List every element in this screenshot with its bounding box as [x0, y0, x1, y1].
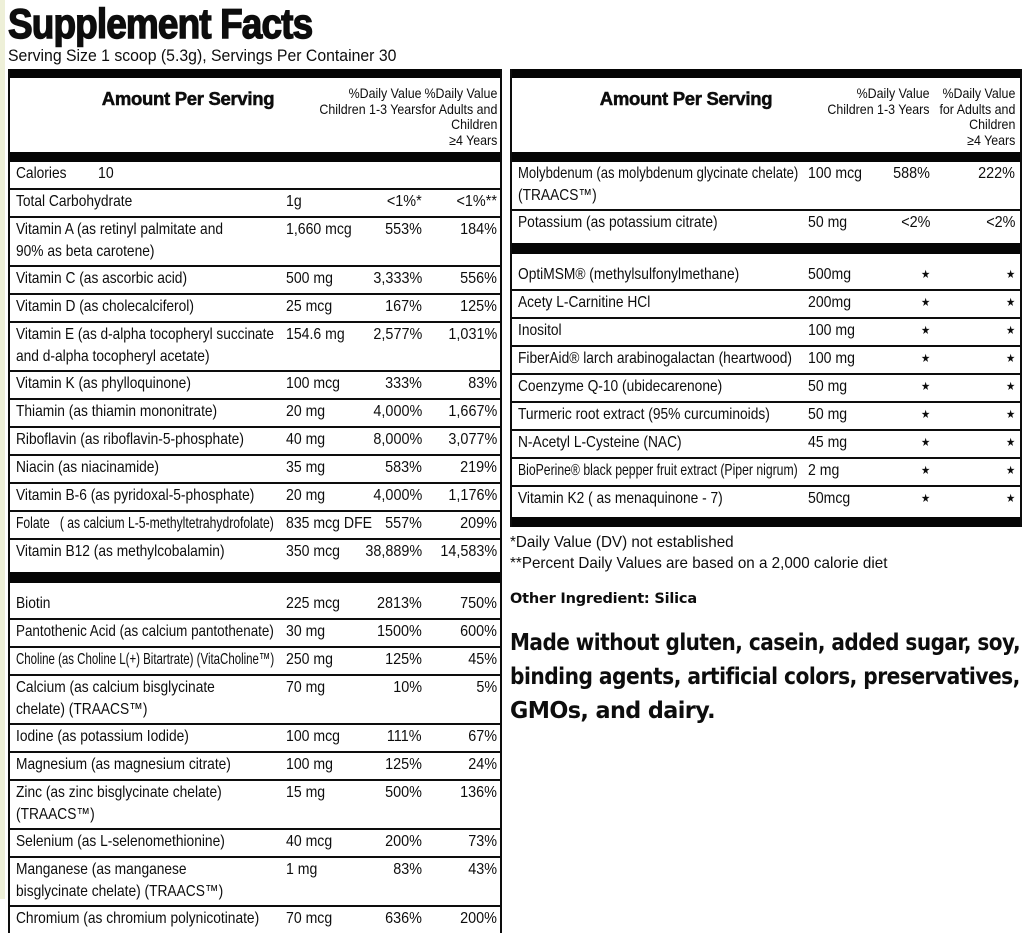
nutrient-name — [16, 593, 276, 615]
amount-value: 40 mcg — [286, 833, 333, 850]
header-line: for Adults and — [421, 101, 497, 117]
dv-adults-value: 209% — [460, 515, 497, 532]
dv-adults-value: ★ — [1005, 381, 1015, 393]
dv-adults-value: 3,077% — [448, 431, 497, 448]
dv-adults-value: 67% — [468, 728, 497, 745]
nutrient-name-line: Choline (as Choline L(+) Bitartrate) (VitaCholine™) — [16, 651, 275, 668]
dv-adults-value: 125% — [460, 298, 497, 315]
footnote-percent-dv: **Percent Daily Values are based on a 2,000 calorie diet — [510, 555, 888, 572]
nutrient-name — [16, 191, 276, 213]
nutrient-row — [512, 289, 1020, 317]
nutrient-name-line: 90% as beta carotene) — [16, 243, 155, 260]
nutrient-name — [16, 831, 276, 853]
dv-children-value: 125% — [385, 651, 422, 668]
nutrient-name — [16, 649, 276, 671]
divider-bar-thick — [512, 69, 1020, 78]
amount-value: 100 mcg — [286, 728, 341, 745]
nutrient-name — [518, 432, 800, 454]
dv-children-value: 583% — [385, 459, 422, 476]
nutrient-name — [16, 754, 276, 776]
nutrient-row — [10, 751, 500, 779]
dv-children-value: 4,000% — [373, 487, 422, 504]
other-ingredient: Other Ingredient: Silica — [510, 591, 697, 607]
amount-value: 100 mg — [286, 756, 333, 773]
nutrient-name — [16, 621, 276, 643]
dv-children-value: 588% — [893, 165, 930, 182]
nutrient-row — [10, 674, 500, 723]
nutrient-row — [10, 188, 500, 216]
amount-value: 70 mcg — [286, 910, 333, 927]
dv-children-value: 553% — [385, 221, 422, 238]
dv-adults-value: 1,667% — [448, 403, 497, 420]
nutrient-name-line: Vitamin E (as d-alpha tocopheryl succinate — [16, 326, 274, 343]
nutrient-name-line: (TRAACS™) — [518, 187, 597, 204]
nutrient-row — [512, 209, 1020, 237]
header-line: Children — [968, 117, 1015, 132]
dv-children-value: 111% — [387, 728, 422, 745]
nutrient-name — [16, 373, 276, 395]
amount-value: 100 mg — [808, 350, 855, 367]
amount-value: 70 mg — [286, 679, 326, 696]
dv-children-value: 2813% — [377, 595, 422, 612]
dv-adults-value: 73% — [468, 833, 497, 850]
dv-adults-value: 24% — [468, 756, 497, 773]
footnotes — [510, 532, 1022, 574]
dv-adults-value: ★ — [1005, 297, 1015, 309]
nutrient-row — [512, 457, 1020, 485]
dv-adults-value: ★ — [1005, 437, 1015, 449]
dv-adults-value: 5% — [476, 679, 497, 696]
header-line: for Adults and — [939, 101, 1015, 117]
nutrient-name — [16, 485, 276, 507]
amount-value: 500mg — [808, 266, 852, 283]
dv-children-value: 1500% — [377, 623, 422, 640]
nutrient-row — [512, 263, 1020, 289]
amount-value: 25 mcg — [286, 298, 333, 315]
nutrient-name-line: Vitamin D (as cholecalciferol) — [16, 298, 194, 315]
nutrient-name-line: (TRAACS™) — [16, 806, 95, 823]
nutrient-row — [10, 510, 500, 538]
nutrient-row — [512, 373, 1020, 401]
dv-adults-value: ★ — [1005, 353, 1015, 365]
nutrient-name-line: Vitamin A (as retinyl palmitate and — [16, 221, 224, 238]
page-title: Supplement Facts — [8, 0, 313, 47]
amount-value: 100 mcg — [286, 375, 341, 392]
dv-adults-value: ★ — [1005, 269, 1015, 281]
dv-adults-value: 83% — [468, 375, 497, 392]
amount-value: 154.6 mg — [286, 326, 345, 343]
nutrient-name-line: Riboflavin (as riboflavin-5-phosphate) — [16, 431, 244, 448]
dv-children-value: ★ — [920, 409, 930, 421]
amount-value: 250 mg — [286, 651, 333, 668]
dv-adults-value: 136% — [460, 784, 497, 801]
nutrient-name — [16, 782, 276, 826]
amount-value: 35 mg — [286, 459, 326, 476]
amount-value: 225 mcg — [286, 595, 341, 612]
header-line: Children 1-3 Years — [319, 101, 422, 117]
nutrient-row — [10, 398, 500, 426]
amount-value: 100 mcg — [808, 165, 863, 182]
dv-children-value: 83% — [393, 861, 422, 878]
nutrient-row — [10, 779, 500, 828]
dv-adults-value: ★ — [1005, 465, 1015, 477]
dv-adults-value: ★ — [1005, 325, 1015, 337]
amount-value: 50mcg — [808, 490, 851, 507]
nutrient-name-line: chelate) (TRAACS™) — [16, 701, 148, 718]
nutrient-row — [512, 485, 1020, 513]
dv-children-header — [828, 86, 930, 117]
amount-value: 10 — [98, 165, 114, 182]
nutrient-row — [10, 856, 500, 905]
amount-value: 200mg — [808, 294, 852, 311]
dv-adults-value: 556% — [460, 270, 497, 287]
nutrient-row — [10, 905, 500, 933]
dv-children-value: 125% — [385, 756, 422, 773]
nutrient-name — [518, 348, 800, 370]
dv-adults-header — [939, 86, 1015, 148]
divider-bar-thick — [10, 69, 500, 78]
made-without-statement — [510, 626, 1022, 728]
nutrient-row — [512, 162, 1020, 209]
nutrient-name-line: Thiamin (as thiamin mononitrate) — [16, 403, 218, 420]
dv-adults-value: ★ — [1005, 409, 1015, 421]
amount-value: 30 mg — [286, 623, 326, 640]
dv-children-value: ★ — [920, 465, 930, 477]
nutrient-row — [10, 592, 500, 618]
dv-adults-value: 1,176% — [448, 487, 497, 504]
nutrient-name-line: Iodine (as potassium Iodide) — [16, 728, 189, 745]
nutrient-name — [16, 401, 276, 423]
dv-adults-value: 750% — [460, 595, 497, 612]
nutrient-row — [10, 618, 500, 646]
supplement-table-left — [8, 69, 502, 933]
nutrient-name — [518, 212, 800, 234]
nutrient-name-line: N-Acetyl L-Cysteine (NAC) — [518, 434, 682, 451]
dv-children-value: ★ — [920, 269, 930, 281]
nutrient-row — [10, 293, 500, 321]
nutrient-name-line: FiberAid® larch arabinogalactan (heartwood) — [518, 350, 793, 367]
dv-adults-value: <2% — [985, 214, 1015, 231]
nutrient-name-line: Biotin — [16, 595, 51, 612]
nutrient-name — [16, 859, 276, 903]
dv-children-value: 333% — [385, 375, 422, 392]
nutrient-name-line: BioPerine® black pepper fruit extract (Piper nigrum) — [518, 462, 798, 479]
facts-tables — [0, 66, 1024, 933]
nutrient-name — [16, 908, 276, 930]
divider-bar-thick — [10, 152, 500, 162]
nutrient-row — [512, 429, 1020, 457]
nutrient-name-line: Turmeric root extract (95% curcuminoids) — [518, 406, 770, 423]
amount-value: 350 mcg — [286, 543, 341, 560]
header-line: ≥4 Years — [966, 132, 1015, 148]
nutrient-name — [16, 429, 276, 451]
table-section — [512, 263, 1020, 513]
dv-adults-value: ★ — [1005, 493, 1015, 505]
nutrient-name — [16, 268, 276, 290]
amount-value: 40 mg — [286, 431, 326, 448]
table-header — [10, 78, 500, 152]
nutrient-name — [518, 488, 800, 510]
nutrient-name-line: Vitamin K (as phylloquinone) — [16, 375, 191, 392]
amount-value: 15 mg — [286, 784, 326, 801]
nutrient-row — [10, 265, 500, 293]
nutrient-name-line: Acety L-Carnitine HCl — [518, 294, 651, 311]
nutrient-row — [10, 321, 500, 370]
label-header — [0, 0, 1024, 66]
dv-adults-value: 14,583% — [440, 543, 497, 560]
dv-adults-value: <1%** — [456, 193, 497, 210]
nutrient-row — [512, 317, 1020, 345]
amount-value: 1 mg — [286, 861, 318, 878]
nutrient-name — [518, 320, 800, 342]
amount-value: 50 mg — [808, 406, 848, 423]
supplement-table-right — [510, 69, 1022, 527]
dv-children-value: ★ — [920, 353, 930, 365]
nutrient-name-line: Magnesium (as magnesium citrate) — [16, 756, 231, 773]
nutrient-row — [10, 828, 500, 856]
amount-per-serving-header: Amount Per Serving — [599, 88, 773, 109]
dv-adults-value: 222% — [978, 165, 1015, 182]
nutrient-name — [518, 163, 800, 207]
nutrient-row — [10, 723, 500, 751]
nutrient-name — [16, 296, 276, 318]
dv-adults-value: 184% — [460, 221, 497, 238]
dv-adults-value: 1,031% — [448, 326, 497, 343]
dv-children-header — [320, 86, 422, 117]
header-line: %Daily Value — [424, 86, 497, 101]
nutrient-name — [16, 324, 276, 368]
amount-value: 835 mcg DFE — [286, 515, 373, 532]
dv-adults-value: 600% — [460, 623, 497, 640]
amount-value: 2 mg — [808, 462, 840, 479]
nutrient-name-line: Vitamin B12 (as methylcobalamin) — [16, 543, 225, 560]
header-line: %Daily Value — [942, 86, 1015, 101]
label-edge-strip — [0, 0, 5, 899]
dv-adults-value: 200% — [460, 910, 497, 927]
nutrient-name-line: Manganese (as manganese — [16, 861, 187, 878]
header-line: Children — [450, 117, 497, 132]
amount-value: 20 mg — [286, 403, 326, 420]
divider-bar-thick — [512, 152, 1020, 162]
nutrient-row — [10, 646, 500, 674]
nutrient-row — [10, 454, 500, 482]
dv-children-value: 3,333% — [373, 270, 422, 287]
nutrient-name-line: Pantothenic Acid (as calcium pantothenate) — [16, 623, 274, 640]
dv-children-value: <1%* — [387, 193, 422, 210]
nutrient-name — [16, 726, 276, 748]
nutrient-row — [10, 162, 500, 188]
table-section — [512, 162, 1020, 237]
nutrient-name — [16, 677, 276, 721]
amount-per-serving-header: Amount Per Serving — [101, 88, 275, 109]
nutrient-name-line: Calcium (as calcium bisglycinate — [16, 679, 215, 696]
nutrient-name-line: Potassium (as potassium citrate) — [518, 214, 718, 231]
divider-bar-thick — [10, 572, 500, 583]
nutrient-name — [518, 292, 800, 314]
dv-children-value: ★ — [920, 297, 930, 309]
amount-value: 50 mg — [808, 378, 848, 395]
nutrient-name-line: Inositol — [518, 322, 562, 339]
dv-children-value: 557% — [385, 515, 422, 532]
nutrient-name — [518, 404, 800, 426]
nutrient-name — [518, 460, 800, 482]
dv-children-value: ★ — [920, 325, 930, 337]
nutrient-name-line: Molybdenum (as molybdenum glycinate chelate) — [518, 165, 799, 182]
dv-children-value: 500% — [385, 784, 422, 801]
nutrient-name — [518, 264, 800, 286]
nutrient-name-line: Niacin (as niacinamide) — [16, 459, 160, 476]
divider-bar-thick — [512, 517, 1020, 527]
amount-value: 20 mg — [286, 487, 326, 504]
nutrient-row — [512, 345, 1020, 373]
dv-children-value: 200% — [385, 833, 422, 850]
amount-value: 1g — [286, 193, 302, 210]
header-line: %Daily Value — [349, 86, 422, 101]
dv-adults-value: 219% — [460, 459, 497, 476]
nutrient-row — [10, 370, 500, 398]
nutrient-name-line: bisglycinate chelate) (TRAACS™) — [16, 883, 224, 900]
table-section — [10, 162, 500, 566]
made-without-line: GMOs, and dairy. — [510, 698, 716, 724]
dv-children-value: 636% — [385, 910, 422, 927]
nutrient-name — [16, 541, 276, 563]
nutrient-name-line: Vitamin C (as ascorbic acid) — [16, 270, 188, 287]
header-line: Children 1-3 Years — [827, 101, 930, 117]
dv-children-value: 38,889% — [365, 543, 422, 560]
nutrient-row — [10, 426, 500, 454]
dv-children-value: 2,577% — [373, 326, 422, 343]
dv-children-value: ★ — [920, 437, 930, 449]
amount-value: 500 mg — [286, 270, 333, 287]
nutrient-name — [16, 163, 276, 185]
amount-value: 45 mg — [808, 434, 848, 451]
dv-children-value: ★ — [920, 493, 930, 505]
nutrient-name-line: and d-alpha tocopheryl acetate) — [16, 348, 210, 365]
nutrient-name-line: Zinc (as zinc bisglycinate chelate) — [16, 784, 222, 801]
nutrient-name — [16, 513, 276, 535]
divider-bar-thick — [512, 243, 1020, 254]
nutrient-name-line: Vitamin B-6 (as pyridoxal-5-phosphate) — [16, 487, 255, 504]
serving-info: Serving Size 1 scoop (5.3g), Servings Per Container 30 — [8, 46, 397, 65]
amount-value: 50 mg — [808, 214, 848, 231]
header-line: ≥4 Years — [448, 132, 497, 148]
dv-children-value: ★ — [920, 381, 930, 393]
footnote-dv-not-established: *Daily Value (DV) not established — [510, 534, 734, 551]
nutrient-name-line: Calories — [16, 165, 67, 182]
nutrient-row — [10, 538, 500, 566]
nutrient-name-line: Chromium (as chromium polynicotinate) — [16, 910, 260, 927]
made-without-line: binding agents, artificial colors, preservatives, — [510, 664, 1020, 690]
nutrient-name-line: Selenium (as L-selenomethionine) — [16, 833, 225, 850]
amount-value: 100 mg — [808, 322, 855, 339]
dv-children-value: 8,000% — [373, 431, 422, 448]
nutrient-name — [16, 457, 276, 479]
nutrient-row — [10, 216, 500, 265]
nutrient-name-line: Total Carbohydrate — [16, 193, 133, 210]
amount-value: 1,660 mcg — [286, 221, 352, 238]
right-column — [510, 69, 1022, 728]
nutrient-name-line: Coenzyme Q-10 (ubidecarenone) — [518, 378, 723, 395]
dv-children-value: 4,000% — [373, 403, 422, 420]
dv-adults-value: 45% — [468, 651, 497, 668]
nutrient-name-line: OptiMSM® (methylsulfonylmethane) — [518, 266, 740, 283]
table-header — [512, 78, 1020, 152]
table-section — [10, 592, 500, 933]
nutrient-name — [518, 376, 800, 398]
dv-children-value: <2% — [900, 214, 930, 231]
nutrient-row — [512, 401, 1020, 429]
nutrient-name-line: Vitamin K2 ( as menaquinone - 7) — [518, 490, 723, 507]
dv-adults-header — [421, 86, 497, 148]
nutrient-row — [10, 482, 500, 510]
nutrient-name-line: Folate ( as calcium L-5-methyltetrahydrofolate) — [16, 515, 274, 532]
dv-adults-value: 43% — [468, 861, 497, 878]
dv-children-value: 10% — [393, 679, 422, 696]
dv-children-value: 167% — [385, 298, 422, 315]
made-without-line: Made without gluten, casein, added sugar, soy, — [510, 630, 1021, 656]
nutrient-name — [16, 219, 276, 263]
header-line: %Daily Value — [857, 86, 930, 101]
